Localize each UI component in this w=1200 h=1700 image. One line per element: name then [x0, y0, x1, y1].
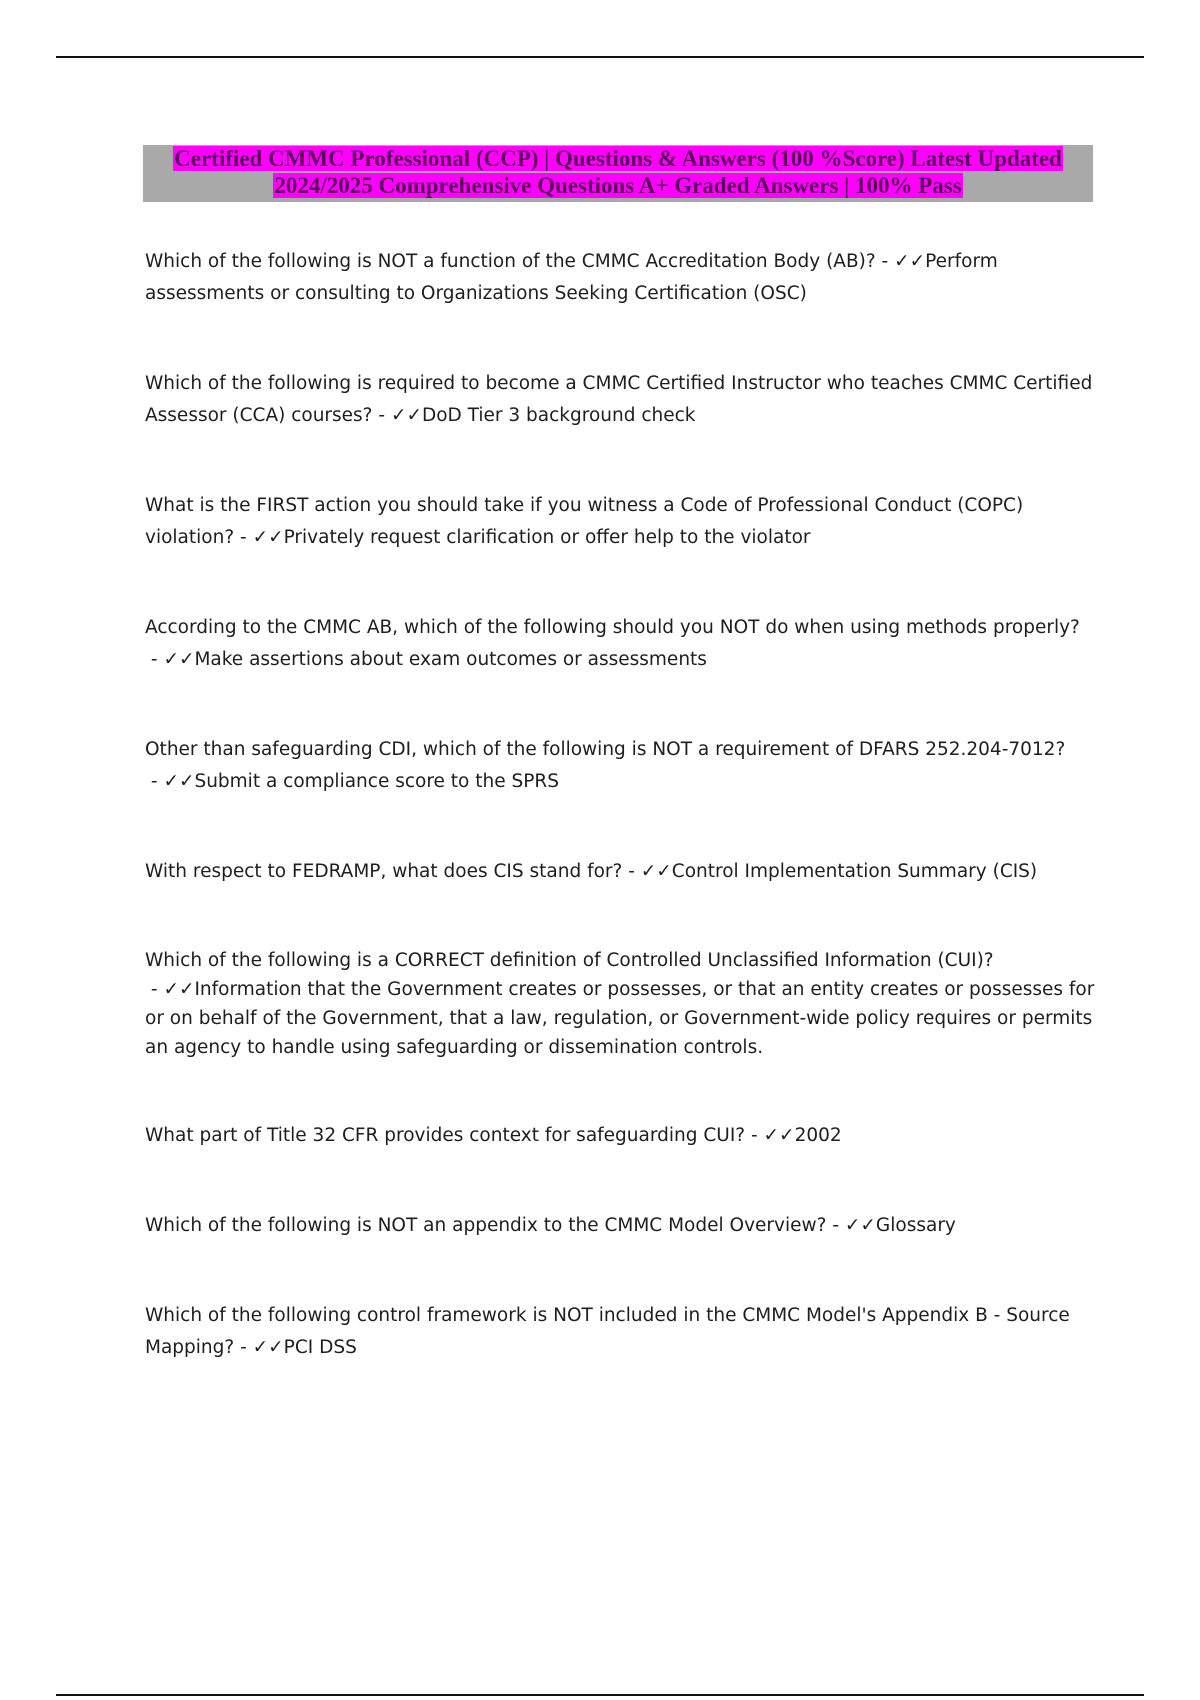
qa-item	[145, 490, 1095, 554]
double-check-icon: ✓✓	[763, 1125, 795, 1146]
bottom-rule	[56, 1694, 1144, 1696]
qa-item	[145, 1120, 1095, 1152]
separator: -	[145, 979, 164, 1000]
double-check-icon: ✓✓	[163, 649, 195, 670]
double-check-icon: ✓✓	[640, 861, 672, 882]
question-text: With respect to FEDRAMP, what does CIS stand for?	[145, 861, 623, 882]
double-check-icon: ✓✓	[252, 527, 284, 548]
separator: -	[745, 1125, 764, 1146]
double-check-icon: ✓✓	[844, 1215, 876, 1236]
question-text: What is the FIRST action you should take if you witness a Code of Professional Conduct (COPC) violation?	[145, 495, 1024, 548]
separator: -	[622, 861, 641, 882]
separator: -	[372, 405, 391, 426]
answer-text: Privately request clarification or offer help to the violator	[283, 527, 811, 548]
qa-item	[145, 1300, 1095, 1364]
document-title-banner	[143, 145, 1093, 202]
separator: -	[145, 771, 164, 792]
qa-item	[145, 856, 1095, 888]
question-text: According to the CMMC AB, which of the following should you NOT do when using methods properly?	[145, 617, 1080, 638]
question-text: Which of the following is required to become a CMMC Certified Instructor who teaches CMMC Certified Assessor (CCA) courses?	[145, 373, 1093, 426]
question-text: Which of the following is a CORRECT definition of Controlled Unclassified Information (CUI)?	[145, 950, 994, 971]
title-line-2: 2024/2025 Comprehensive Questions A+ Graded Answers | 100% Pass	[274, 173, 962, 198]
question-text: What part of Title 32 CFR provides context for safeguarding CUI?	[145, 1125, 746, 1146]
qa-list	[145, 246, 1095, 1364]
question-text: Other than safeguarding CDI, which of the following is NOT a requirement of DFARS 252.204-7012?	[145, 739, 1066, 760]
separator: -	[145, 649, 164, 670]
separator: -	[234, 527, 253, 548]
double-check-icon: ✓✓	[390, 405, 422, 426]
answer-text: PCI DSS	[283, 1337, 357, 1358]
qa-item	[145, 612, 1095, 676]
separator: -	[234, 1337, 253, 1358]
qa-item	[145, 1210, 1095, 1242]
answer-text: Perform assessments or consulting to Organizations Seeking Certification (OSC)	[145, 251, 998, 304]
answer-text: 2002	[794, 1125, 842, 1146]
double-check-icon: ✓✓	[252, 1337, 284, 1358]
double-check-icon: ✓✓	[163, 771, 195, 792]
qa-item	[145, 246, 1095, 310]
question-text: Which of the following is NOT a function of the CMMC Accreditation Body (AB)?	[145, 251, 876, 272]
qa-item	[145, 734, 1095, 798]
double-check-icon: ✓✓	[163, 979, 195, 1000]
answer-text: Information that the Government creates or possesses, or that an entity creates or possesses for or on behalf of the Government, that a law, regulation, or Government-wide policy requires or permits an agency to handle using safeguarding or dissemination controls.	[145, 979, 1095, 1058]
separator: -	[826, 1215, 845, 1236]
answer-text: Glossary	[875, 1215, 956, 1236]
qa-item	[145, 946, 1095, 1062]
answer-text: DoD Tier 3 background check	[421, 405, 696, 426]
title-line-1: Certified CMMC Professional (CCP) | Questions & Answers (100 %Score) Latest Updated	[174, 146, 1062, 171]
answer-text: Submit a compliance score to the SPRS	[194, 771, 559, 792]
qa-item	[145, 368, 1095, 432]
double-check-icon: ✓✓	[894, 251, 926, 272]
question-text: Which of the following control framework is NOT included in the CMMC Model's Appendix B - Source Mapping?	[145, 1305, 1070, 1358]
answer-text: Control Implementation Summary (CIS)	[671, 861, 1038, 882]
question-text: Which of the following is NOT an appendix to the CMMC Model Overview?	[145, 1215, 827, 1236]
answer-text: Make assertions about exam outcomes or assessments	[194, 649, 707, 670]
top-rule	[56, 56, 1144, 58]
separator: -	[875, 251, 895, 272]
